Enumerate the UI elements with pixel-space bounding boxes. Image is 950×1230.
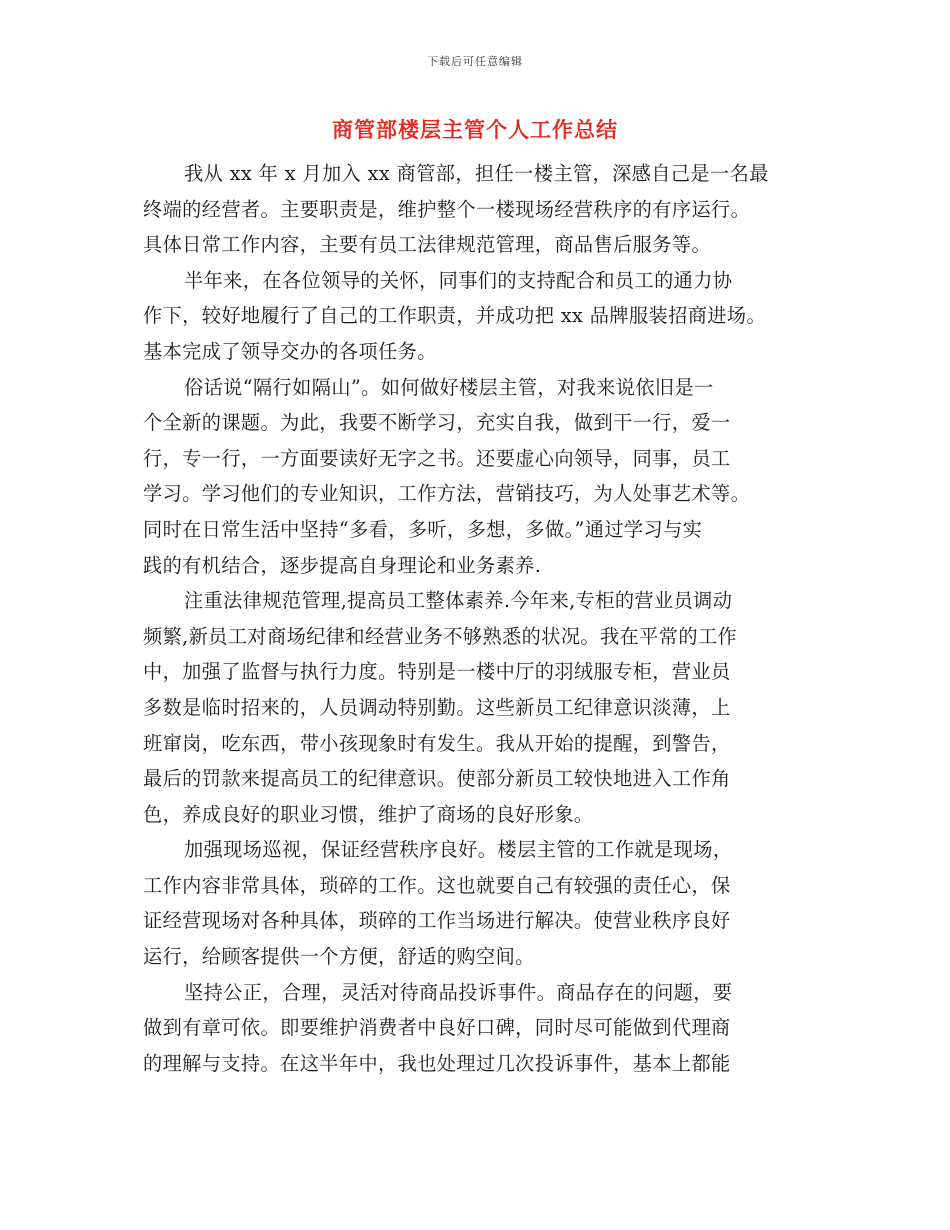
paragraph-line: 终端的经营者。主要职责是，维护整个一楼现场经营秩序的有序运行。 — [143, 197, 751, 221]
document-body — [143, 156, 823, 1081]
paragraph-line: 色，养成良好的职业习惯，维护了商场的良好形象。 — [143, 802, 594, 826]
download-note: 下载后可任意编辑 — [427, 55, 523, 68]
paragraph-line: 最后的罚款来提高员工的纪律意识。使部分新员工较快地进入工作角 — [143, 767, 731, 791]
paragraph-line: 工作内容非常具体，琐碎的工作。这也就要自己有较强的责任心，保 — [143, 873, 731, 897]
paragraph-line: 班窜岗，吃东西，带小孩现象时有发生。我从开始的提醒，到警告， — [143, 731, 731, 755]
paragraph — [143, 370, 823, 584]
document-title: 商管部楼层主管个人工作总结 — [332, 117, 618, 142]
paragraph-line: 我从 xx 年 x 月加入 xx 商管部，担任一楼主管，深感自己是一名最 — [184, 162, 769, 185]
paragraph-line: 俗话说“隔行如隔山”。如何做好楼层主管，对我来说依旧是一 — [184, 375, 714, 399]
paragraph-line: 同时在日常生活中坚持“多看，多听，多想，多做。”通过学习与实 — [143, 517, 703, 541]
paragraph-line: 践的有机结合，逐步提高自身理论和业务素养. — [143, 553, 542, 577]
paragraph-line: 注重法律规范管理,提高员工整体素养.今年来,专柜的营业员调动 — [184, 589, 733, 613]
paragraph — [143, 832, 823, 974]
paragraph-line: 多数是临时招来的，人员调动特别勤。这些新员工纪律意识淡薄，上 — [143, 695, 731, 719]
paragraph-line: 个全新的课题。为此，我要不断学习，充实自我，做到干一行，爱一 — [143, 411, 731, 435]
paragraph — [143, 583, 823, 832]
paragraph-line: 基本完成了领导交办的各项任务。 — [143, 339, 437, 363]
paragraph-line: 坚持公正，合理，灵活对待商品投诉事件。商品存在的问题，要 — [184, 980, 733, 1004]
paragraph-line: 中，加强了监督与执行力度。特别是一楼中厅的羽绒服专柜，营业员 — [143, 660, 731, 684]
paragraph-line: 作下，较好地履行了自己的工作职责，并成功把 xx 品牌服装招商进场。 — [143, 304, 767, 328]
paragraph-line: 加强现场巡视，保证经营秩序良好。楼层主管的工作就是现场， — [184, 838, 733, 862]
paragraph-line: 行，专一行，一方面要读好无字之书。还要虚心向领导，同事，员工 — [143, 446, 731, 470]
paragraph — [143, 975, 823, 1082]
paragraph-line: 做到有章可依。即要维护消费者中良好口碑，同时尽可能做到代理商 — [143, 1016, 731, 1040]
paragraph-line: 频繁,新员工对商场纪律和经营业务不够熟悉的状况。我在平常的工作 — [143, 624, 738, 648]
paragraph-line: 具体日常工作内容，主要有员工法律规范管理，商品售后服务等。 — [143, 233, 712, 257]
paragraph-line: 证经营现场对各种具体，琐碎的工作当场进行解决。使营业秩序良好 — [143, 909, 731, 933]
paragraph-line: 学习。学习他们的专业知识，工作方法，营销技巧，为人处事艺术等。 — [143, 482, 751, 506]
paragraph-line: 运行，给顾客提供一个方便，舒适的购空间。 — [143, 945, 535, 969]
paragraph — [143, 263, 823, 370]
paragraph-line: 的理解与支持。在这半年中，我也处理过几次投诉事件，基本上都能 — [143, 1051, 731, 1075]
paragraph — [143, 156, 823, 263]
paragraph-line: 半年来，在各位领导的关怀，同事们的支持配合和员工的通力协 — [184, 268, 733, 292]
